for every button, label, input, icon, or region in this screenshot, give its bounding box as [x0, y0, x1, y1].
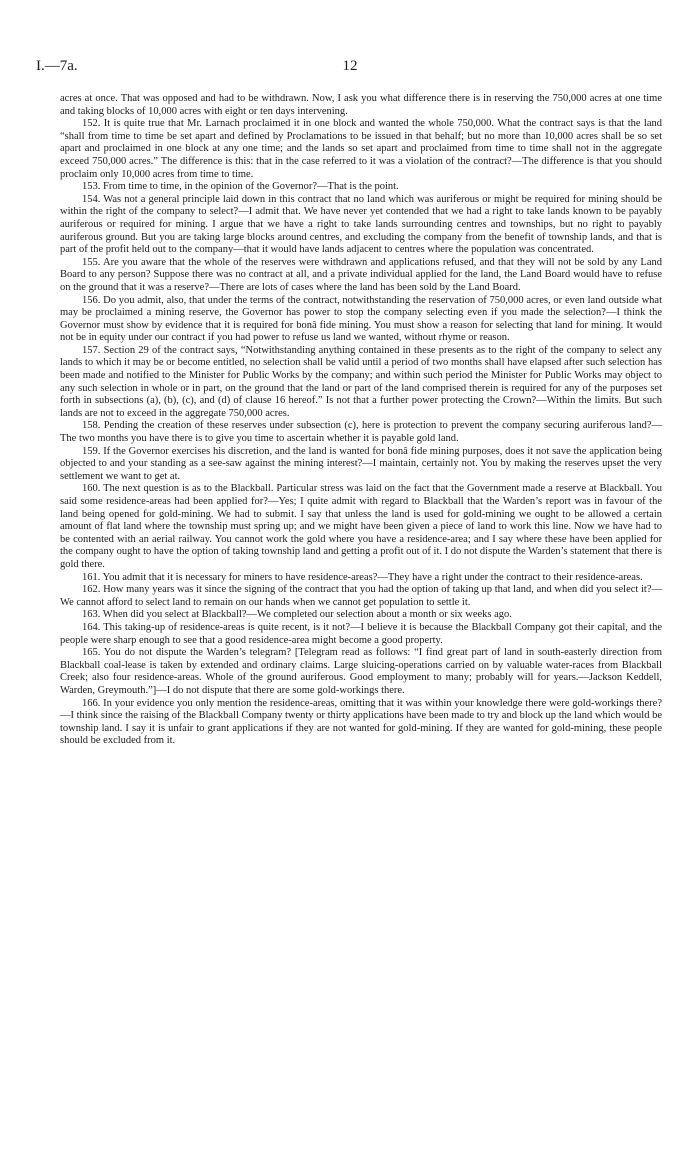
paragraph-162: 162. How many years was it since the signing of the contract that you had the option of taking up that land, and when did you select it?—We cannot afford to select land to remain on our hands when we cannot get population to settle it.: [60, 584, 662, 608]
paper-reference: I.—7a.: [36, 58, 78, 74]
paragraph-154: 154. Was not a general principle laid down in this contract that no land which was auriferous or might be required for mining should be within the right of the company to select?—I admit that. We have never yet contended that we had a right to take lands known to be payably auriferous or required for mining. I argue that we have a right to take lands surrounding centres and townships, but no right to payably auriferous ground. But you are taking large blocks around centres, and excluding the company from the benefit of township lands, and that is part of the profit held out to the company—that it would have lands adjacent to centres where the population was concentrated.: [60, 193, 662, 256]
paragraph-164: 164. This taking-up of residence-areas is quite recent, is it not?—I believe it is because the Blackball Company got their capital, and the people were sharp enough to see that a good residence-area might become a good property.: [60, 621, 662, 646]
paragraph-161: 161. You admit that it is necessary for miners to have residence-areas?—They have a right under the contract to their residence-areas.: [82, 571, 643, 583]
paragraph-159: 159. If the Governor exercises his discretion, and the land is wanted for bonâ fide mining purposes, does it not save the application being objected to and your standing as a see-saw against the mining interest?—I maintain, certainly not. You by making the reserves upset the very settlement we want to get at.: [60, 445, 662, 482]
paragraph-152: 152. It is quite true that Mr. Larnach proclaimed it in one block and wanted the whole 750,000. What the contract says is that the land “shall from time to time be set apart and defined by Proclamations to be issued in that behalf; but no more than 10,000 acres shall be so set apart and proclaimed in one block at any one time; and the lands so set apart and proclaimed from time to time shall not in the aggregate exceed 750,000 acres.” The difference is this: that in the case referred to it was a violation of the contract?—The difference is that you should proclaim only 10,000 acres from time to time.: [60, 118, 662, 180]
paragraph-153: 153. From time to time, in the opinion of the Governor?—That is the point.: [82, 181, 399, 193]
paragraph-160: 160. The next question is as to the Blackball. Particular stress was laid on the fact that the Government made a reserve at Blackball. You said some residence-areas had been applied for?—Yes; I quite admit with regard to Blackball that the Warden’s report was in favour of the land being opened for gold-mining. We had to submit. I say that unless the land is used for gold-mining we ought to be allowed a certain amount of flat land where the township must spring up; and we might have been given a piece of land to work this line. Now we have had to be contented with an aerial railway. You cannot work the gold where you have a residence-area; and I say where these have been applied for the company ought to have the option of taking township land and getting a profit out of it. I do not dispute the Warden’s statement that there is gold there.: [60, 483, 663, 570]
paragraph-157: 157. Section 29 of the contract says, “Notwithstanding anything contained in these presents as to the right of the company to select any lands to which it may be or become entitled, no selection shall be valid until a period of two months shall have elapsed after such selection has been made and notified to the Minister for Public Works by the company; and within such period the Minister for Public Works may object to any such selection in whole or in part, on the ground that the land or part of the land comprised therein is required for any of the purposes set forth in subsections (a), (b), (c), and (d) of clause 16 hereof.” Is not that a further power protecting the Crown?—Within the limits. But such lands are not to exceed in the aggregate 750,000 acres.: [60, 344, 662, 419]
page-body: [60, 93, 662, 748]
paragraph-163: 163. When did you select at Blackball?—We completed our selection about a month or six weeks ago.: [82, 609, 512, 621]
paragraph-continuation: acres at once. That was opposed and had to be withdrawn. Now, I ask you what difference there is in reserving the 750,000 acres at one time and taking blocks of 10,000 acres with eight or ten days intervening.: [60, 93, 662, 117]
page-header: [36, 58, 664, 78]
paragraph-155: 155. Are you aware that the whole of the reserves were withdrawn and applications refused, and that they will not be sold by any Land Board to any person? Suppose there was no contract at all, and a private individual applied for the land, the Land Board would have to refuse on the ground that it was a reserve?—There are lots of cases where the land has been sold by the Land Board.: [60, 256, 662, 293]
paragraph-158: 158. Pending the creation of these reserves under subsection (c), here is protection to prevent the company securing auriferous land?—The two months you have there is to give you time to ascertain whether it is payable gold land.: [60, 420, 662, 445]
paragraph-166: 166. In your evidence you only mention the residence-areas, omitting that it was within your knowledge there were gold-workings there?—I think since the raising of the Blackball Company twenty or thirty applications have been made to try and block up the land which would be township land. I say it is unfair to grant applications if they are not wanted for gold-mining. If they are wanted for gold-mining, these people should be excluded from it.: [60, 697, 662, 747]
paragraph-156: 156. Do you admit, also, that under the terms of the contract, notwithstanding the reservation of 750,000 acres, or even land outside what may be proclaimed a mining reserve, the Governor has power to stop the company selecting even if you made the selection?—I think the Governor must show by evidence that it is required for bonâ fide mining. You must show a reason for selecting that land for mining. It would not be in equity under our contract if you had power to refuse us land we wanted, without rhyme or reason.: [60, 294, 662, 344]
paragraph-165: 165. You do not dispute the Warden’s telegram? [Telegram read as follows: “I find great part of land in south-easterly direction from Blackball coal-lease is taken by extended and ordinary claims. Large sluicing-operations carried on by valuable water-races from Blackball Creek; also four residence-areas. Whole of the ground auriferous. Good employment to many; probably will for years.—Jackson Keddell, Warden, Greymouth.”]—I do not dispute that there are some gold-workings there.: [60, 647, 662, 696]
page-number: 12: [342, 58, 358, 74]
